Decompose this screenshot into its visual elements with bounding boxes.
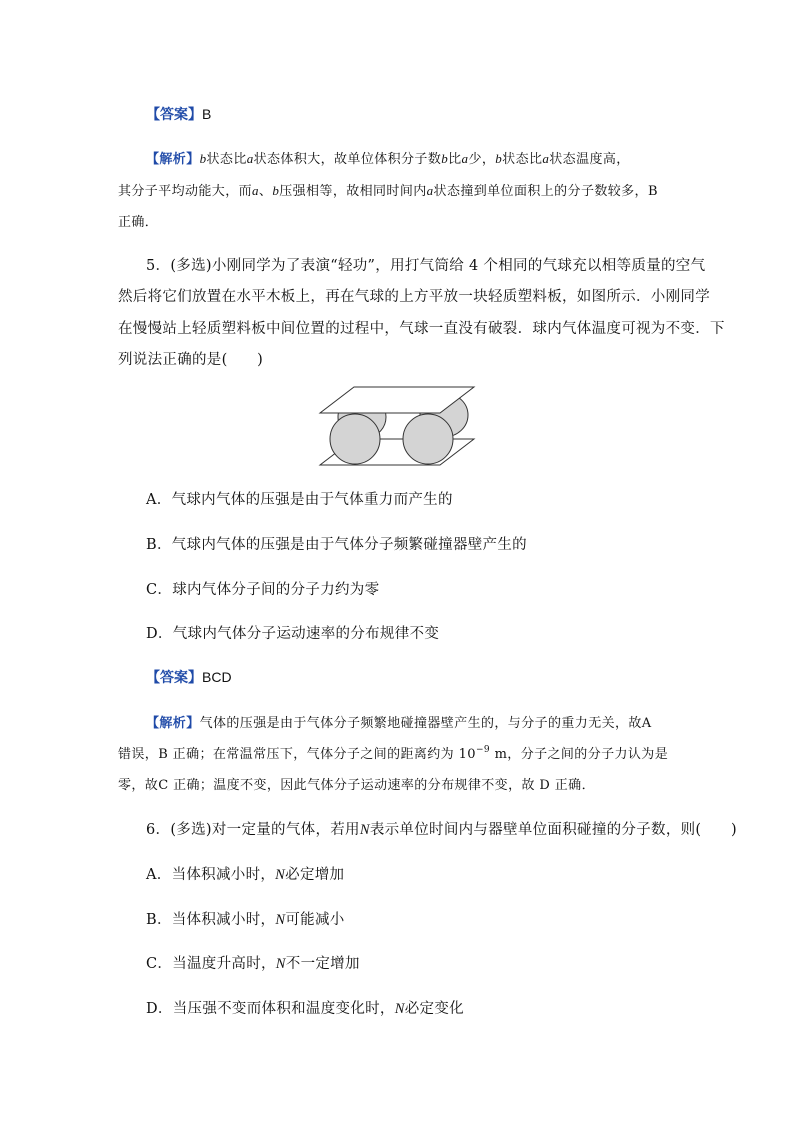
q4-analysis-line-2: 其分子平均动能大，而a、b压强相等，故相同时间内a状态撞到单位面积上的分子数较多，B bbox=[118, 183, 658, 199]
q5-option-c: C．球内气体分子间的分子力约为零 bbox=[146, 582, 380, 598]
q4-answer bbox=[146, 104, 211, 124]
q6-option-d: D．当压强不变而体积和温度变化时，N必定变化 bbox=[146, 1001, 464, 1017]
q5-option-b: B．气球内气体的压强是由于气体分子频繁碰撞器壁产生的 bbox=[146, 537, 527, 553]
q5-option-a: A．气球内气体的压强是由于气体重力而产生的 bbox=[146, 492, 453, 508]
q5-analysis-line-1: 【解析】气体的压强是由于气体分子频繁地碰撞器壁产生的，与分子的重力无关，故A bbox=[146, 716, 652, 731]
q5-stem-line-4: 列说法正确的是( ) bbox=[118, 352, 264, 368]
answer-value: B bbox=[202, 106, 212, 122]
analysis-tag: 【解析】 bbox=[146, 716, 200, 731]
q6-option-c: C．当温度升高时，N不一定增加 bbox=[146, 956, 360, 972]
q5-option-d: D．气球内气体分子运动速率的分布规律不变 bbox=[146, 626, 440, 642]
q5-answer bbox=[146, 667, 232, 687]
answer-tag: 【答案】 bbox=[146, 670, 202, 686]
q4-analysis-line-3: 正确． bbox=[118, 215, 159, 230]
q6-option-b: B．当体积减小时，N可能减小 bbox=[146, 912, 345, 928]
front-balloon-left bbox=[330, 414, 380, 464]
q6-stem: 6．(多选)对一定量的气体，若用N表示单位时间内与器壁单位面积碰撞的分子数，则( ) bbox=[146, 822, 737, 838]
q5-stem-line-1: 5．(多选)小刚同学为了表演“轻功”，用打气筒给 4 个相同的气球充以相等质量的空气 bbox=[146, 258, 706, 274]
answer-value: BCD bbox=[202, 669, 232, 685]
front-balloon-right bbox=[403, 414, 453, 464]
q4-analysis-line-1: 【解析】b状态比a状态体积大，故单位体积分子数b比a少，b状态比a状态温度高， bbox=[146, 151, 630, 167]
q5-stem-line-2: 然后将它们放置在水平木板上，再在气球的上方平放一块轻质塑料板，如图所示．小刚同学 bbox=[118, 289, 710, 305]
analysis-tag: 【解析】 bbox=[146, 152, 200, 167]
q5-stem-line-3: 在慢慢站上轻质塑料板中间位置的过程中，气球一直没有破裂．球内气体温度可视为不变．下 bbox=[118, 321, 725, 337]
balloon-board-figure bbox=[318, 383, 478, 467]
answer-tag: 【答案】 bbox=[146, 107, 202, 123]
q5-analysis-line-3: 零，故C 正确；温度不变，因此气体分子运动速率的分布规律不变，故 D 正确． bbox=[118, 778, 595, 793]
q6-option-a: A．当体积减小时，N必定增加 bbox=[146, 867, 345, 883]
q5-analysis-line-2: 错误，B 正确；在常温常压下，气体分子之间的距离约为 $10^{-9}$ m，分子之间的分子力认为是 bbox=[118, 745, 669, 762]
